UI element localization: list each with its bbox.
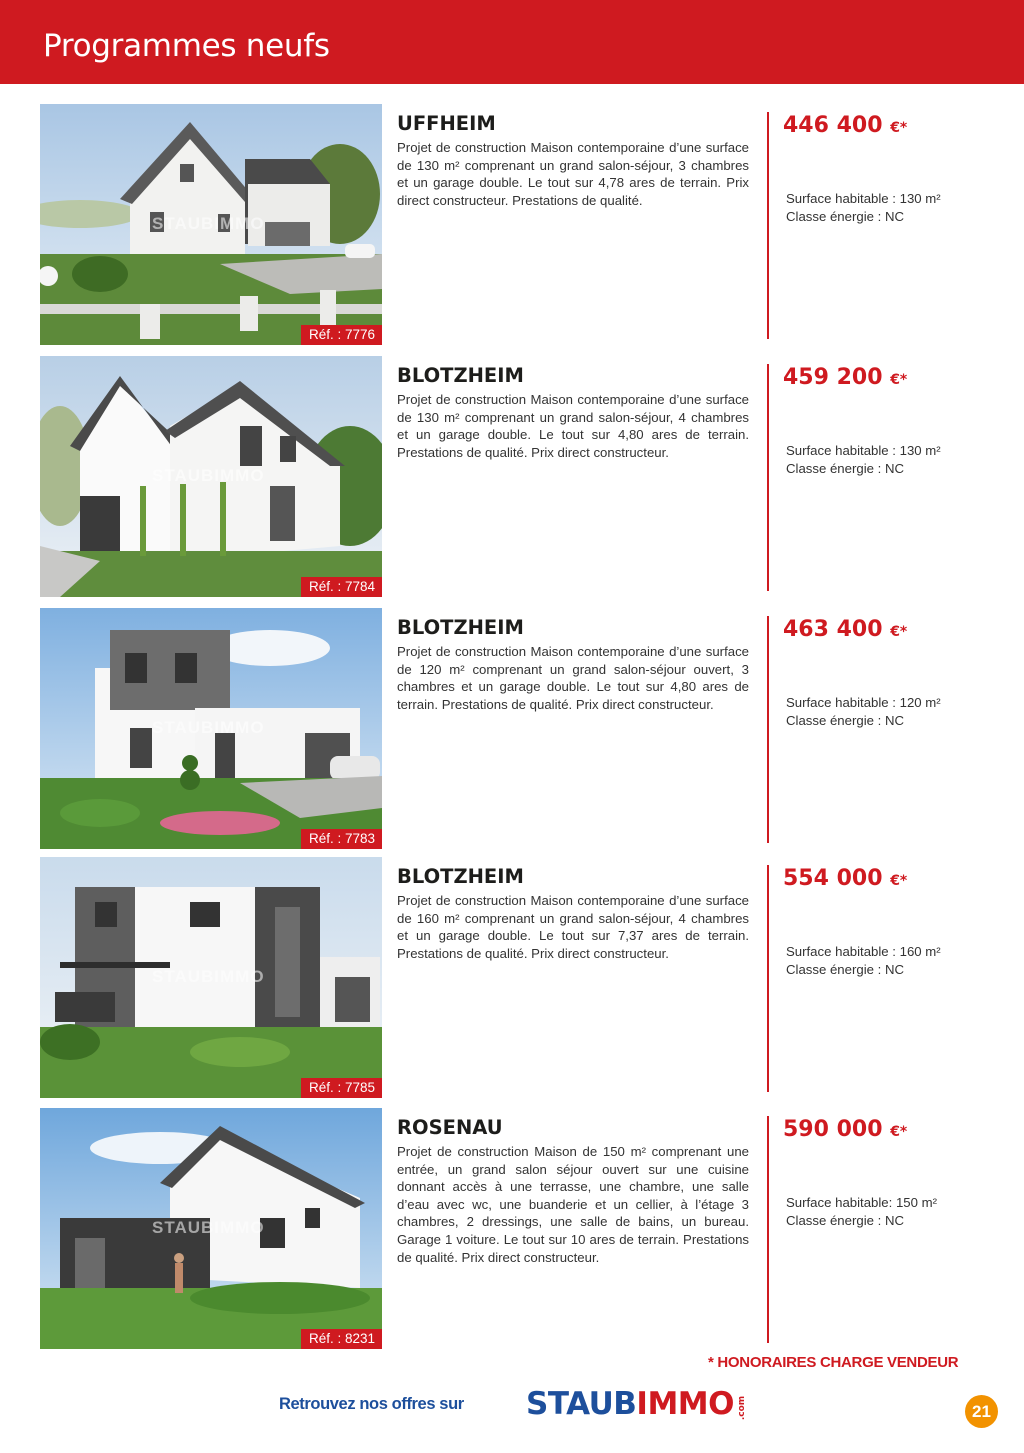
listing-description-block <box>397 364 749 461</box>
listing-facts <box>786 1194 937 1230</box>
surface-habitable: Surface habitable : 120 m² <box>786 695 941 710</box>
house-photo[interactable] <box>40 356 382 597</box>
listing-description: Projet de construction Maison de 150 m² comprenant une entrée, un grand salon séjour ouvert sur une cuisine donnant accès à une terrasse, une chambre, une salle d’eau avec wc, une buanderie et un cellier, à l’étage 3 chambres, 2 dressings, une salle de bains, un bureau. Garage 1 voiture. Le tout sur 10 ares de terrain. Prestations de qualité. Prix direct constructeur. <box>397 1144 749 1265</box>
house-photo[interactable] <box>40 1108 382 1349</box>
listing-description-block <box>397 112 749 209</box>
listing-description-block <box>397 865 749 962</box>
price-divider <box>767 364 769 591</box>
surface-habitable: Surface habitable : 160 m² <box>786 944 941 959</box>
surface-habitable: Surface habitable: 150 m² <box>786 1195 938 1210</box>
listing-facts <box>786 442 941 478</box>
price-divider <box>767 865 769 1092</box>
listing-city: UFFHEIM <box>397 112 496 135</box>
listing-description-block <box>397 1116 749 1266</box>
page-title: Programmes neufs <box>43 28 330 64</box>
photo-watermark: STAUBIMMO <box>152 466 265 485</box>
house-photo[interactable] <box>40 857 382 1098</box>
price-currency: €* <box>890 372 908 388</box>
listing-card[interactable] <box>0 608 1024 850</box>
listing-price <box>783 616 907 646</box>
listing-description: Projet de construction Maison contemporaine d’une surface de 130 m² comprenant un grand salon-séjour, 4 chambres et un garage double. Le tout sur 4,80 ares de terrain. Prestations de qualité. Prix direct constructeur. <box>397 392 749 460</box>
price-divider <box>767 1116 769 1343</box>
price-currency: €* <box>890 624 908 640</box>
energy-class: Classe énergie : NC <box>786 461 905 476</box>
listing-facts <box>786 694 941 730</box>
reference-badge: Réf. : 7783 <box>301 829 382 849</box>
photo-watermark: STAUBIMMO <box>152 1218 265 1237</box>
reference-badge: Réf. : 7776 <box>301 325 382 345</box>
logo-part-staub: STAUB <box>526 1386 637 1422</box>
price-currency: €* <box>890 1124 908 1140</box>
price-divider <box>767 616 769 843</box>
logo-part-immo: IMMO <box>636 1386 734 1422</box>
listing-card[interactable] <box>0 104 1024 346</box>
listing-city: BLOTZHEIM <box>397 616 524 639</box>
logo-suffix: .com <box>737 1395 748 1421</box>
energy-class: Classe énergie : NC <box>786 1213 905 1228</box>
price-divider <box>767 112 769 339</box>
price-value: 446 400 <box>783 113 883 138</box>
listing-card[interactable] <box>0 356 1024 598</box>
price-value: 590 000 <box>783 1117 883 1142</box>
page-header <box>0 0 1024 84</box>
listing-city: BLOTZHEIM <box>397 865 524 888</box>
surface-habitable: Surface habitable : 130 m² <box>786 191 941 206</box>
photo-watermark: STAUBIMMO <box>152 214 265 233</box>
listing-facts <box>786 190 941 226</box>
listing-price <box>783 1116 907 1146</box>
reference-badge: Réf. : 7785 <box>301 1078 382 1098</box>
house-photo[interactable] <box>40 104 382 345</box>
reference-badge: Réf. : 8231 <box>301 1329 382 1349</box>
listing-description: Projet de construction Maison contemporaine d’une surface de 160 m² comprenant un grand salon-séjour, 4 chambres et un garage double. Le tout sur 7,37 ares de terrain. Prestations de qualité. Prix direct constructeur. <box>397 893 749 961</box>
price-currency: €* <box>890 873 908 889</box>
price-value: 459 200 <box>783 365 883 390</box>
listing-price <box>783 865 907 895</box>
photo-watermark: STAUBIMMO <box>152 967 265 986</box>
listing-description: Projet de construction Maison contemporaine d’une surface de 130 m² comprenant un grand salon-séjour, 3 chambres et un garage double. Le tout sur 4,78 ares de terrain. Prix direct constructeur. Prestations de qualité. <box>397 140 749 208</box>
staubimmo-logo[interactable] <box>526 1384 758 1424</box>
listing-price <box>783 364 907 394</box>
listing-card[interactable] <box>0 1108 1024 1350</box>
energy-class: Classe énergie : NC <box>786 209 905 224</box>
surface-habitable: Surface habitable : 130 m² <box>786 443 941 458</box>
listing-card[interactable] <box>0 857 1024 1099</box>
listing-description-block <box>397 616 749 713</box>
house-photo[interactable] <box>40 608 382 849</box>
reference-badge: Réf. : 7784 <box>301 577 382 597</box>
page-number-badge: 21 <box>965 1395 998 1428</box>
photo-watermark: STAUBIMMO <box>152 718 265 737</box>
energy-class: Classe énergie : NC <box>786 962 905 977</box>
listing-price <box>783 112 907 142</box>
listing-city: BLOTZHEIM <box>397 364 524 387</box>
listing-description: Projet de construction Maison contemporaine d’une surface de 120 m² comprenant un grand salon-séjour ouvert, 3 chambres et un garage double. Le tout sur 4,80 ares de terrain. Prestations de qualité. Prix direct constructeur. <box>397 644 749 712</box>
price-currency: €* <box>890 120 908 136</box>
fees-notice: * HONORAIRES CHARGE VENDEUR <box>708 1354 959 1371</box>
price-value: 554 000 <box>783 866 883 891</box>
listing-city: ROSENAU <box>397 1116 503 1139</box>
energy-class: Classe énergie : NC <box>786 713 905 728</box>
offers-text: Retrouvez nos offres sur <box>279 1395 464 1413</box>
price-value: 463 400 <box>783 617 883 642</box>
listing-facts <box>786 943 941 979</box>
